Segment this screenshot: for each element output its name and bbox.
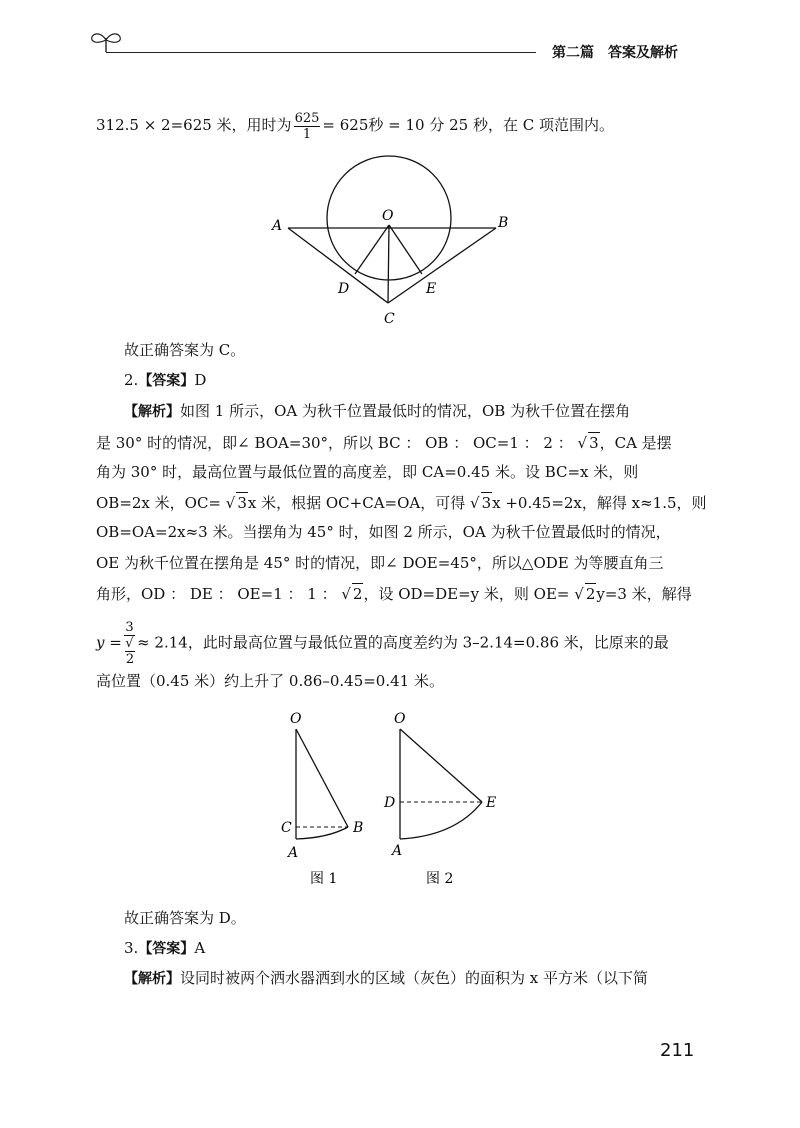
radicand: 3 bbox=[481, 494, 492, 512]
analysis-text: y = bbox=[96, 633, 122, 652]
figure-circle-triangle bbox=[270, 150, 520, 330]
analysis-line-4: OB=2x 米，OC= √ 3x 米，根据 OC+CA=OA，可得 √ 3x +0.45=2x，解得 x≈1.5，则 bbox=[96, 494, 707, 512]
answer-value: A bbox=[194, 939, 206, 957]
analysis-text: 角形，OD ： DE ： OE=1 ： 1 ： bbox=[96, 585, 342, 603]
radicand: 2 bbox=[125, 652, 135, 667]
analysis-line-6: OE 为秋千位置在摆角是 45° 时的情况，即∠ DOE=45°，所以△ODE 为等腰直角三 bbox=[96, 554, 664, 572]
fraction-den: 1 bbox=[302, 126, 312, 142]
fig2-arc bbox=[400, 802, 482, 839]
analysis-text: 是 30° 时的情况，即∠ BOA=30°，所以 BC ： OB ： OC=1 ： 2 ： bbox=[96, 434, 578, 452]
line-oe bbox=[389, 225, 422, 274]
fig2-caption: 图 2 bbox=[426, 871, 454, 887]
fraction-num: 3 bbox=[125, 620, 134, 635]
label-b: B bbox=[498, 215, 509, 231]
fig1-arc bbox=[296, 827, 348, 839]
page-number: 211 bbox=[660, 1040, 695, 1061]
label-d: D bbox=[338, 281, 350, 297]
analysis-line-8 bbox=[96, 620, 669, 667]
question-2-answer bbox=[124, 370, 206, 391]
fig1-label-o: O bbox=[290, 711, 302, 727]
label-o: O bbox=[382, 208, 394, 224]
analysis-text: x 米，根据 OC+CA=OA，可得 bbox=[247, 494, 471, 512]
fig1-caption: 图 1 bbox=[310, 871, 338, 887]
line-1 bbox=[96, 110, 614, 142]
conclusion-1: 故正确答案为 C。 bbox=[124, 341, 246, 359]
analysis-line-7: 角形，OD ： DE ： OE=1 ： 1 ： √ 2，设 OD=DE=y 米，则 OE= √ 2y=3 米，解得 bbox=[96, 585, 692, 603]
analysis-text: x +0.45=2x，解得 x≈1.5，则 bbox=[492, 494, 707, 512]
fig2-label-o: O bbox=[394, 711, 406, 727]
line-od bbox=[355, 225, 389, 274]
conclusion-2: 故正确答案为 D。 bbox=[124, 909, 246, 927]
analysis-line-5: OB=OA=2x≈3 米。当摆角为 45° 时，如图 2 所示，OA 为秋千位置最低时的情况， bbox=[96, 523, 671, 541]
analysis-line-2: 是 30° 时的情况，即∠ BOA=30°，所以 BC ： OB ： OC=1 ： 2 ： √ 3，CA 是摆 bbox=[96, 434, 672, 452]
analysis-line-9: 高位置（0.45 米）约上升了 0.86–0.45=0.41 米。 bbox=[96, 672, 444, 690]
question-3-answer bbox=[124, 938, 205, 959]
analysis-text: ，设 OD=DE=y 米，则 OE= bbox=[363, 585, 575, 603]
radicand: 2 bbox=[352, 585, 363, 603]
answer-label: 【答案】 bbox=[138, 373, 195, 389]
radicand: 2 bbox=[585, 585, 596, 603]
fraction-num: 625 bbox=[294, 110, 320, 126]
analysis-line-1 bbox=[124, 401, 630, 422]
fig1-label-b: B bbox=[353, 820, 364, 836]
fraction bbox=[294, 111, 321, 142]
analysis-label: 【解析】 bbox=[124, 404, 180, 420]
analysis-text: ≈ 2.14，此时最高位置与最低位置的高度差约为 3–2.14=0.86 米，比原来的最 bbox=[137, 633, 669, 652]
label-c: C bbox=[384, 311, 395, 327]
fig2-label-e: E bbox=[486, 795, 497, 811]
header-rule bbox=[106, 52, 536, 53]
label-e: E bbox=[426, 281, 437, 297]
analysis-text: 如图 1 所示，OA 为秋千位置最低时的情况，OB 为秋千位置在摆角 bbox=[180, 402, 631, 420]
analysis-text: ，CA 是摆 bbox=[599, 434, 672, 452]
question-number: 3. bbox=[124, 939, 139, 957]
answer-label: 【答案】 bbox=[138, 941, 195, 957]
fig1-line-ob bbox=[296, 729, 348, 827]
fig2-label-a: A bbox=[392, 843, 403, 859]
fig2-line-oe bbox=[400, 729, 482, 802]
label-a: A bbox=[272, 218, 283, 234]
figures-pendulum bbox=[270, 705, 520, 895]
sprout-icon bbox=[86, 28, 126, 54]
fraction bbox=[124, 620, 135, 667]
analysis-line-3: 角为 30° 时，最高位置与最低位置的高度差，即 CA=0.45 米。设 BC=x 米，则 bbox=[96, 463, 639, 481]
header-title: 第二篇 答案及解析 bbox=[552, 45, 678, 61]
fraction-den: √ 2 bbox=[125, 636, 135, 667]
analysis-text: OB=2x 米，OC= bbox=[96, 494, 226, 512]
analysis-text: 设同时被两个洒水器洒到水的区域（灰色）的面积为 x 平方米（以下简 bbox=[180, 969, 648, 987]
radicand: 3 bbox=[589, 434, 599, 452]
question-number: 2. bbox=[124, 371, 139, 389]
line-1-text-b: = 625秒 = 10 分 25 秒，在 C 项范围内。 bbox=[322, 116, 614, 134]
analysis-label: 【解析】 bbox=[124, 971, 180, 987]
fig1-label-a: A bbox=[288, 845, 299, 861]
fig1-label-c: C bbox=[281, 820, 292, 836]
line-oc bbox=[388, 225, 389, 303]
answer-value: D bbox=[194, 371, 207, 389]
fig2-label-d: D bbox=[384, 795, 396, 811]
line-bc bbox=[388, 228, 496, 303]
analysis-3-line-1 bbox=[124, 968, 648, 989]
line-1-text-a: 312.5 × 2=625 米，用时为 bbox=[96, 116, 292, 134]
radicand: 3 bbox=[237, 494, 247, 512]
analysis-text: y=3 米，解得 bbox=[596, 585, 692, 603]
